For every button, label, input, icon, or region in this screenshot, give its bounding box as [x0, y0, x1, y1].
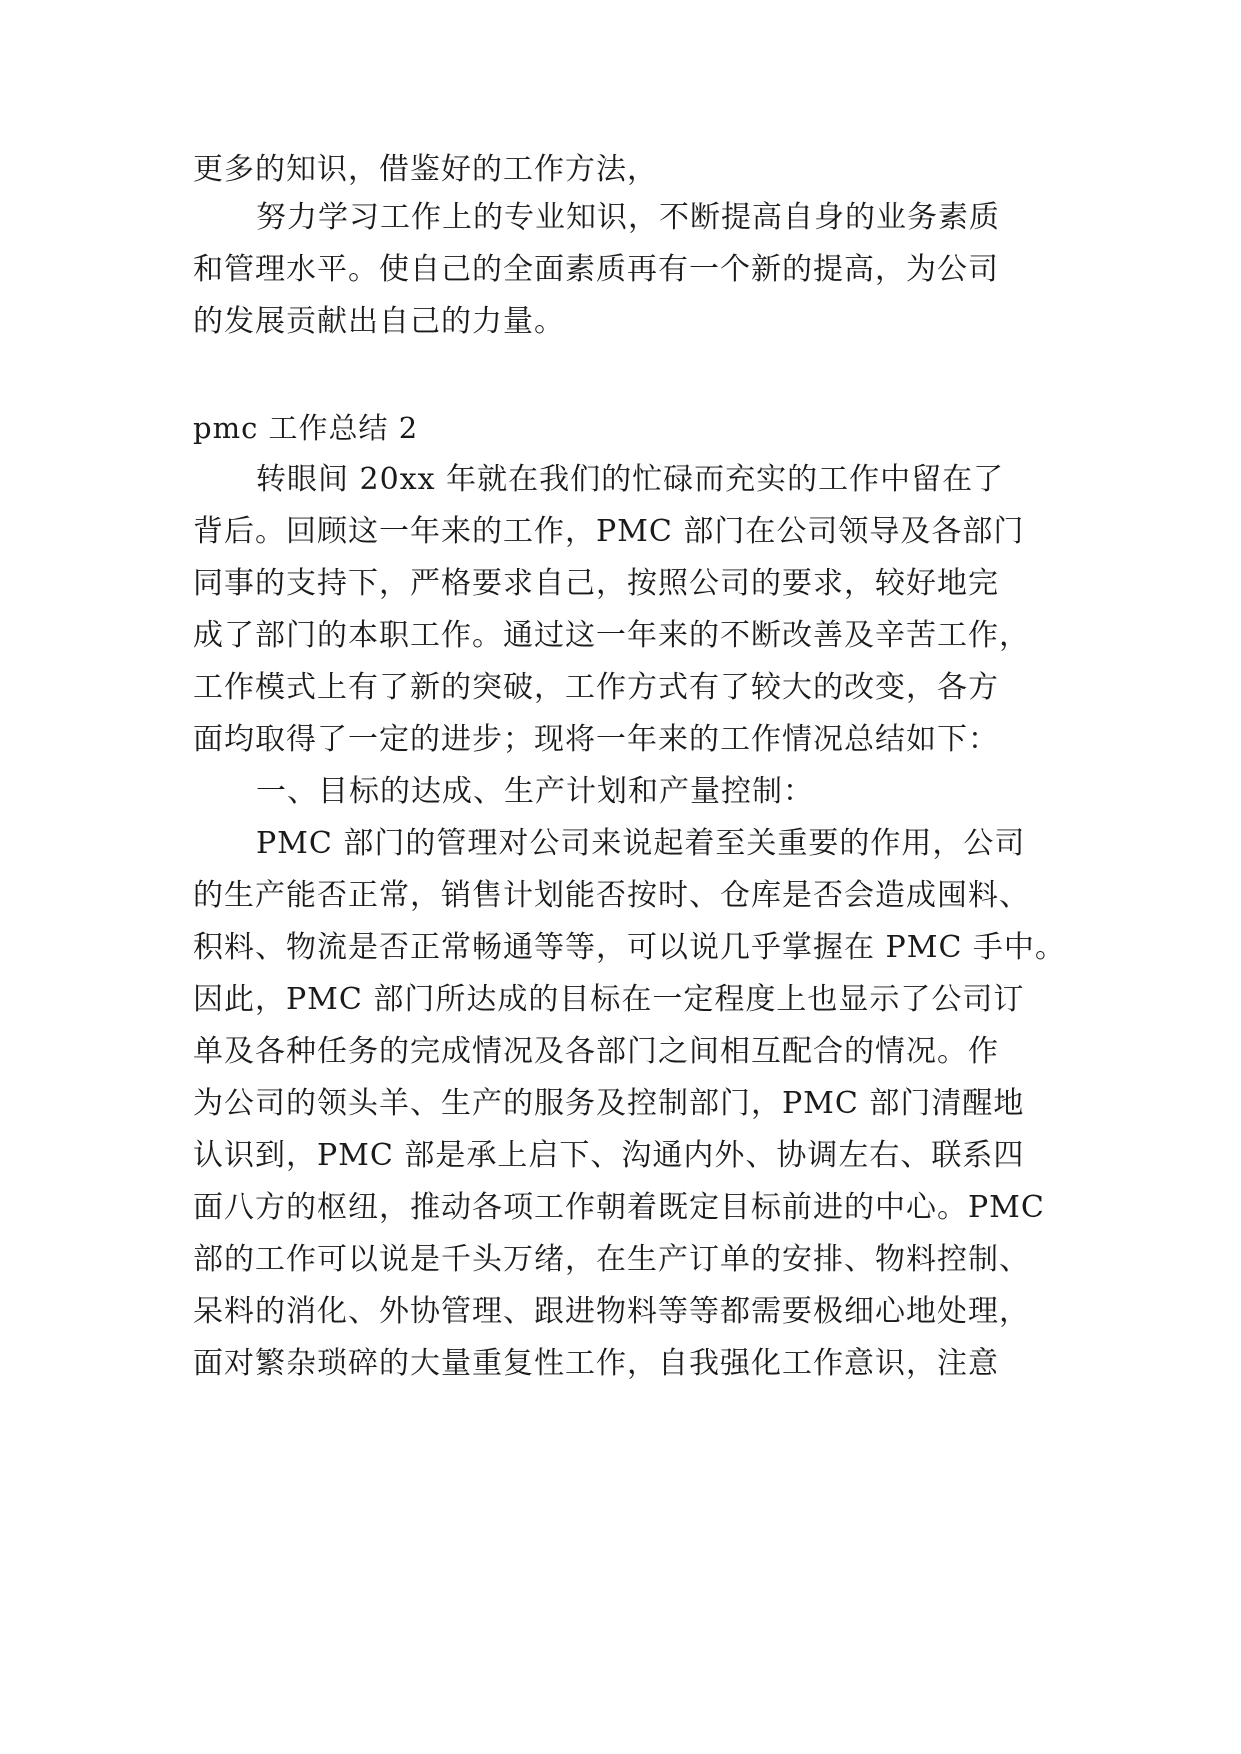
text-line: 面八方的枢纽，推动各项工作朝着既定目标前进的中心。PMC — [193, 1190, 1045, 1225]
text-line: 呆料的消化、外协管理、跟进物料等等都需要极细心地处理， — [193, 1294, 1030, 1329]
section-title: pmc 工作总结 2 — [193, 411, 419, 445]
text-line: 努力学习工作上的专业知识，不断提高自身的业务素质 — [256, 200, 1000, 235]
text-line: 因此，PMC 部门所达成的目标在一定程度上也显示了公司订 — [193, 982, 1025, 1017]
text-line: 更多的知识，借鉴好的工作方法， — [193, 152, 658, 187]
text-line: 面对繁杂琐碎的大量重复性工作，自我强化工作意识，注意 — [193, 1346, 999, 1381]
text-line: 的生产能否正常，销售计划能否按时、仓库是否会造成囤料、 — [193, 878, 1030, 913]
text-line: 的发展贡献出自己的力量。 — [193, 304, 565, 339]
text-line: 单及各种任务的完成情况及各部门之间相互配合的情况。作 — [193, 1034, 999, 1069]
text-line: 同事的支持下，严格要求自己，按照公司的要求，较好地完 — [193, 566, 999, 601]
text-line: 积料、物流是否正常畅通等等，可以说几乎掌握在 PMC 手中。 — [193, 930, 1066, 965]
text-line: 转眼间 20xx 年就在我们的忙碌而充实的工作中留在了 — [256, 462, 1005, 497]
text-line: 认识到，PMC 部是承上启下、沟通内外、协调左右、联系四 — [193, 1138, 1025, 1173]
subheading: 一、目标的达成、生产计划和产量控制： — [256, 774, 814, 809]
text-line: 部的工作可以说是千头万绪，在生产订单的安排、物料控制、 — [193, 1242, 1030, 1277]
text-line: 面均取得了一定的进步；现将一年来的工作情况总结如下： — [193, 722, 999, 757]
text-line: 工作模式上有了新的突破，工作方式有了较大的改变，各方 — [193, 670, 999, 705]
text-line: 背后。回顾这一年来的工作，PMC 部门在公司领导及各部门 — [193, 514, 1025, 549]
text-line: PMC 部门的管理对公司来说起着至关重要的作用，公司 — [256, 826, 1026, 861]
text-line: 和管理水平。使自己的全面素质再有一个新的提高，为公司 — [193, 252, 999, 287]
text-line: 成了部门的本职工作。通过这一年来的不断改善及辛苦工作， — [193, 618, 1030, 653]
text-line: 为公司的领头羊、生产的服务及控制部门，PMC 部门清醒地 — [193, 1086, 1025, 1121]
